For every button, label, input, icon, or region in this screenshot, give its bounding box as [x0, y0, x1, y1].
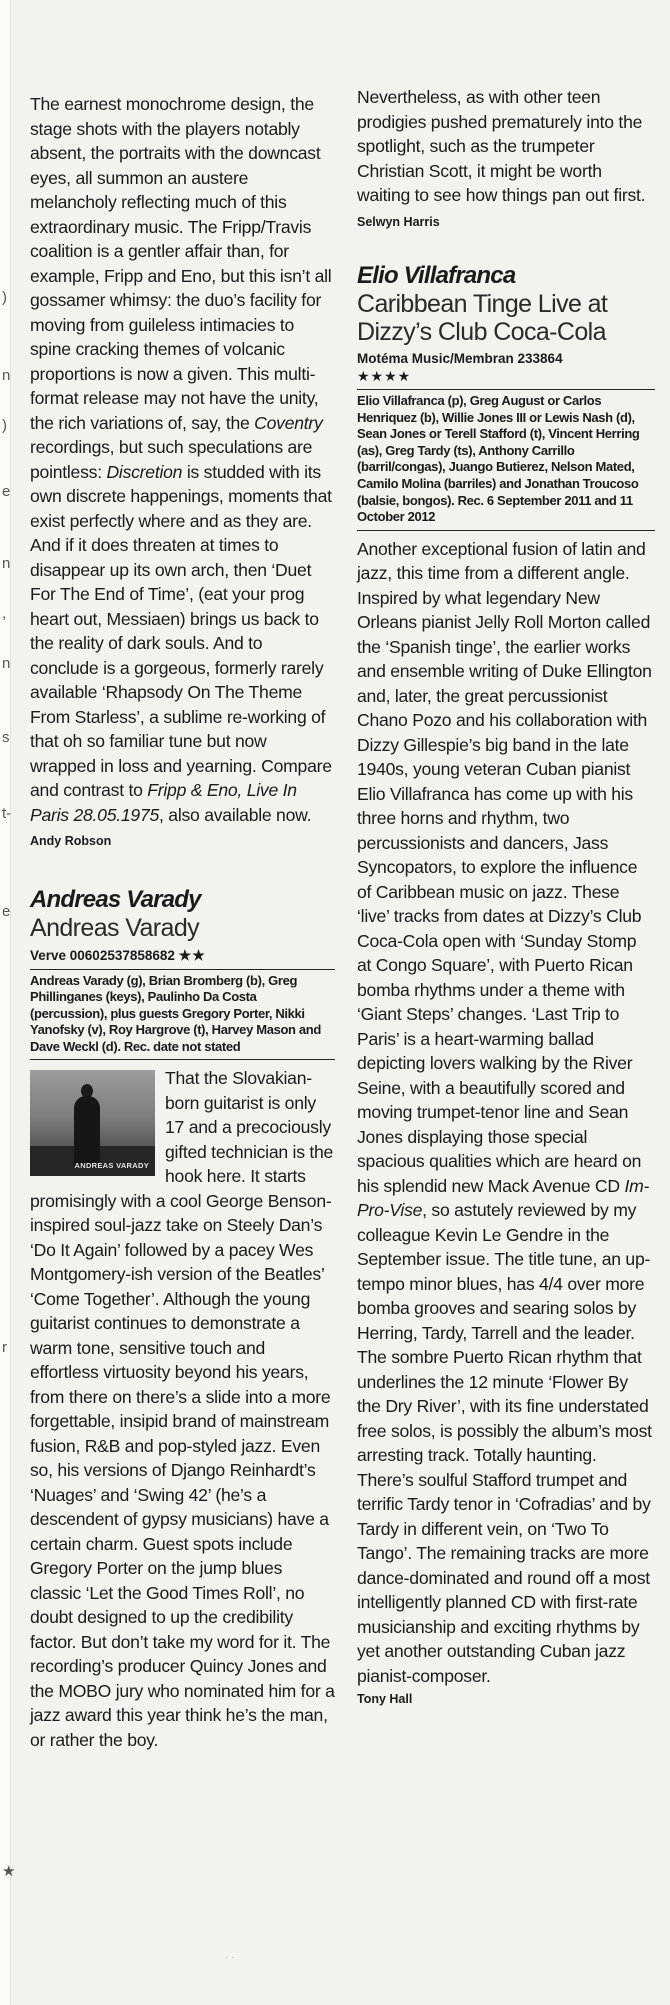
edge-fragment: e [2, 903, 11, 920]
star-rating: ★★★★ [357, 368, 412, 384]
review-personnel: Andreas Varady (g), Brian Bromberg (b), Greg Phillinganes (keys), Paulinho Da Costa (percussion), plus guests Gregory Porter, Nikki Yanofsky (v), Roy Hargrove (t), Harvey Mason and Dave Weckl (d). Rec. date not stated [30, 969, 335, 1061]
star-rating: ★★ [178, 946, 206, 963]
review-artist: Andreas Varady [30, 885, 201, 913]
italic-title: Im-Pro-Vise [357, 1175, 650, 1221]
text-run: Another exceptional fusion of latin and jazz, this time from a different angle. Inspired by what legendary New Orleans pianist Jelly Roll Morton called the ‘Spanish tinge’, the earlier works and ensemble writing of Duke Ellington and, later, the great percussionist Chano Pozo and his collaboration with Dizzy Gillespie’s big band in the late 1940s, young veteran Cuban pianist Elio Villafranca has come up with his three horns and rhythm, two percussionists and dancers, Jass Syncopators, to explore the influence of Caribbean music on jazz. These ‘live’ tracks from dates at Dizzy’s Club Coca-Cola open with ‘Sunday Stomp at Congo Square’, with Puerto Rican bomba rhythms under a theme with ‘Giant Steps’ changes. ‘Last Trip to Paris’ is a heart-warming ballad depicting lovers walking by the River Seine, with a beautifully scored and moving trumpet-tenor line and Sean Jones displaying those special spacious qualities which are heard on his splendid new Mack Avenue CD [357, 538, 652, 1196]
edge-fragment: e [2, 483, 11, 500]
text-run: recordings, but such speculations are pointless: [30, 437, 313, 482]
edge-fragment: t- [2, 805, 12, 822]
review-text [30, 94, 332, 825]
edge-fragment: ) [2, 289, 7, 306]
review-personnel: Elio Villafranca (p), Greg August or Carlos Henriquez (b), Willie Jones III or Lewis Nash (d), Sean Jones or Terell Stafford (t), Vincent Herring (as), Greg Tardy (ts), Anthony Carrillo (barril/congas), Juango Butierez, Nelson Mated, Camilo Molina (barriles) and Jonathan Troucoso (balsie, bongos). Rec. 6 September 2011 and 11 October 2012 [357, 389, 655, 531]
edge-fragment: , [2, 605, 7, 622]
edge-fragment: ★ [2, 1863, 16, 1880]
edge-fragment: s [2, 729, 10, 746]
review-artist: Elio Villafranca [357, 262, 516, 289]
review-andreas-varady [30, 886, 335, 1753]
text-run: The earnest monochrome design, the stage shots with the players notably absent, the portraits with the downcast eyes, all summon an austere melancholy reflecting much of this extraordinary music. The Fripp/Travis coalition is a gentler affair than, for example, Fripp and Eno, but this isn’t all gossamer whimsy: the duo’s facility for moving from guileless intimacies to spine cracking themes of volcanic proportions is now a given. This multi-format release may not have the unity, the rich variations of, say, the [30, 94, 332, 433]
edge-fragment: n [2, 555, 11, 572]
cover-caption: ANDREAS VARADY [74, 1161, 149, 1171]
review-signature: Tony Hall [357, 1692, 413, 1707]
review-body [30, 1066, 335, 1752]
label-catalog: Verve 00602537858682 [30, 947, 175, 963]
italic-title: Fripp & Eno, Live In Paris 28.05.1975 [30, 780, 297, 825]
review-continuation [357, 85, 655, 234]
review-signature: Selwyn Harris [357, 214, 440, 229]
right-column [357, 0, 655, 1706]
review-text: Nevertheless, as with other teen prodigies pushed prematurely into the spotlight, such as the trumpeter Christian Scott, it might be worth waiting to see how things pan out first. [357, 87, 646, 205]
review-body [357, 537, 655, 1689]
edge-fragment: r [2, 1339, 7, 1356]
review-signature: Andy Robson [30, 834, 112, 848]
edge-fragment: n [2, 367, 11, 384]
review-elio-villafranca [357, 262, 655, 1706]
album-cover-image [30, 1070, 155, 1176]
review-album-title: Caribbean Tinge Live at Dizzy’s Club Coca-Cola [357, 290, 608, 346]
label-catalog: Motéma Music/Membran 233864 [357, 351, 563, 366]
text-run: , so astutely reviewed by my colleague Kevin Le Gendre in the September issue. The title tune, an up-tempo minor blues, has 4/4 over more bomba grooves and searing solos by Herring, Tardy, Tarrell and the leader. The sombre Puerto Rican rhythm that underlines the 12 minute ‘Flower By the Dry River’, with its fine understated free solos, is possibly the album’s most arresting track. Totally haunting. There’s soulful Stafford trumpet and terrific Tardy tenor in ‘Cofradias’ and by Tardy in different vein, on ‘Two To Tango’. The remaining tracks are more dance-dominated and round off a most intelligently planned CD with first-rate musicianship and exciting rhythms by yet another outstanding Cuban jazz pianist-composer. [357, 1200, 652, 1686]
review-text: That the Slovakian-born guitarist is only 17 and a precociously gifted technician is the hook here. It starts promisingly with a cool George Benson-inspired soul-jazz take on Steely Dan’s ‘Do It Again’ followed by a pacey Wes Montgomery-ish version of the Beatles’ ‘Come Together’. Although the young guitarist continues to demonstrate a warm tone, sensitive touch and effortless virtuosity beyond his years, from there on there’s a slide into a more forgettable, insipid brand of mainstream fusion, R&B and pop-styled jazz. Even so, his versions of Django Reinhardt’s ‘Nuages’ and ‘Swing 42’ (he’s a descendent of gypsy musicians) have a certain charm. Guest spots include Gregory Porter on the jump blues classic ‘Let the Good Times Roll’, no doubt designed to up the credibility factor. But don’t take my word for it. The recording’s producer Quincy Jones and the MOBO jury who nominated him for a jazz award this year think he’s the man, or rather the boy. [30, 1068, 335, 1750]
italic-title: Coventry [254, 412, 323, 433]
italic-title: Discretion [106, 461, 183, 482]
review-text [357, 539, 652, 1686]
review-album-title: Andreas Varady [30, 913, 200, 942]
cover-figure [74, 1096, 100, 1168]
review-label [30, 946, 335, 965]
edge-fragment: ) [2, 417, 7, 434]
review-fripp-travis-body [30, 92, 335, 854]
text-run: , also available now. [159, 804, 312, 825]
page-mark: · · [225, 1952, 235, 1963]
text-run: is studded with its own discrete happenings, moments that exist perfectly where and as they are. And if it does threaten at times to disappear up its own arch, then ‘Duet For The End of Time’, (eat your prog heart out, Messiaen) brings us back to the reality of dark souls. And to conclude is a gorgeous, formerly rarely available ‘Rhapsody On The Theme From Starless’, a sublime re-working of that oh so familiar tune but now wrapped in loss and yearning. Compare and contrast to [30, 461, 332, 800]
edge-fragment: n [2, 655, 11, 672]
left-column [30, 0, 335, 1752]
